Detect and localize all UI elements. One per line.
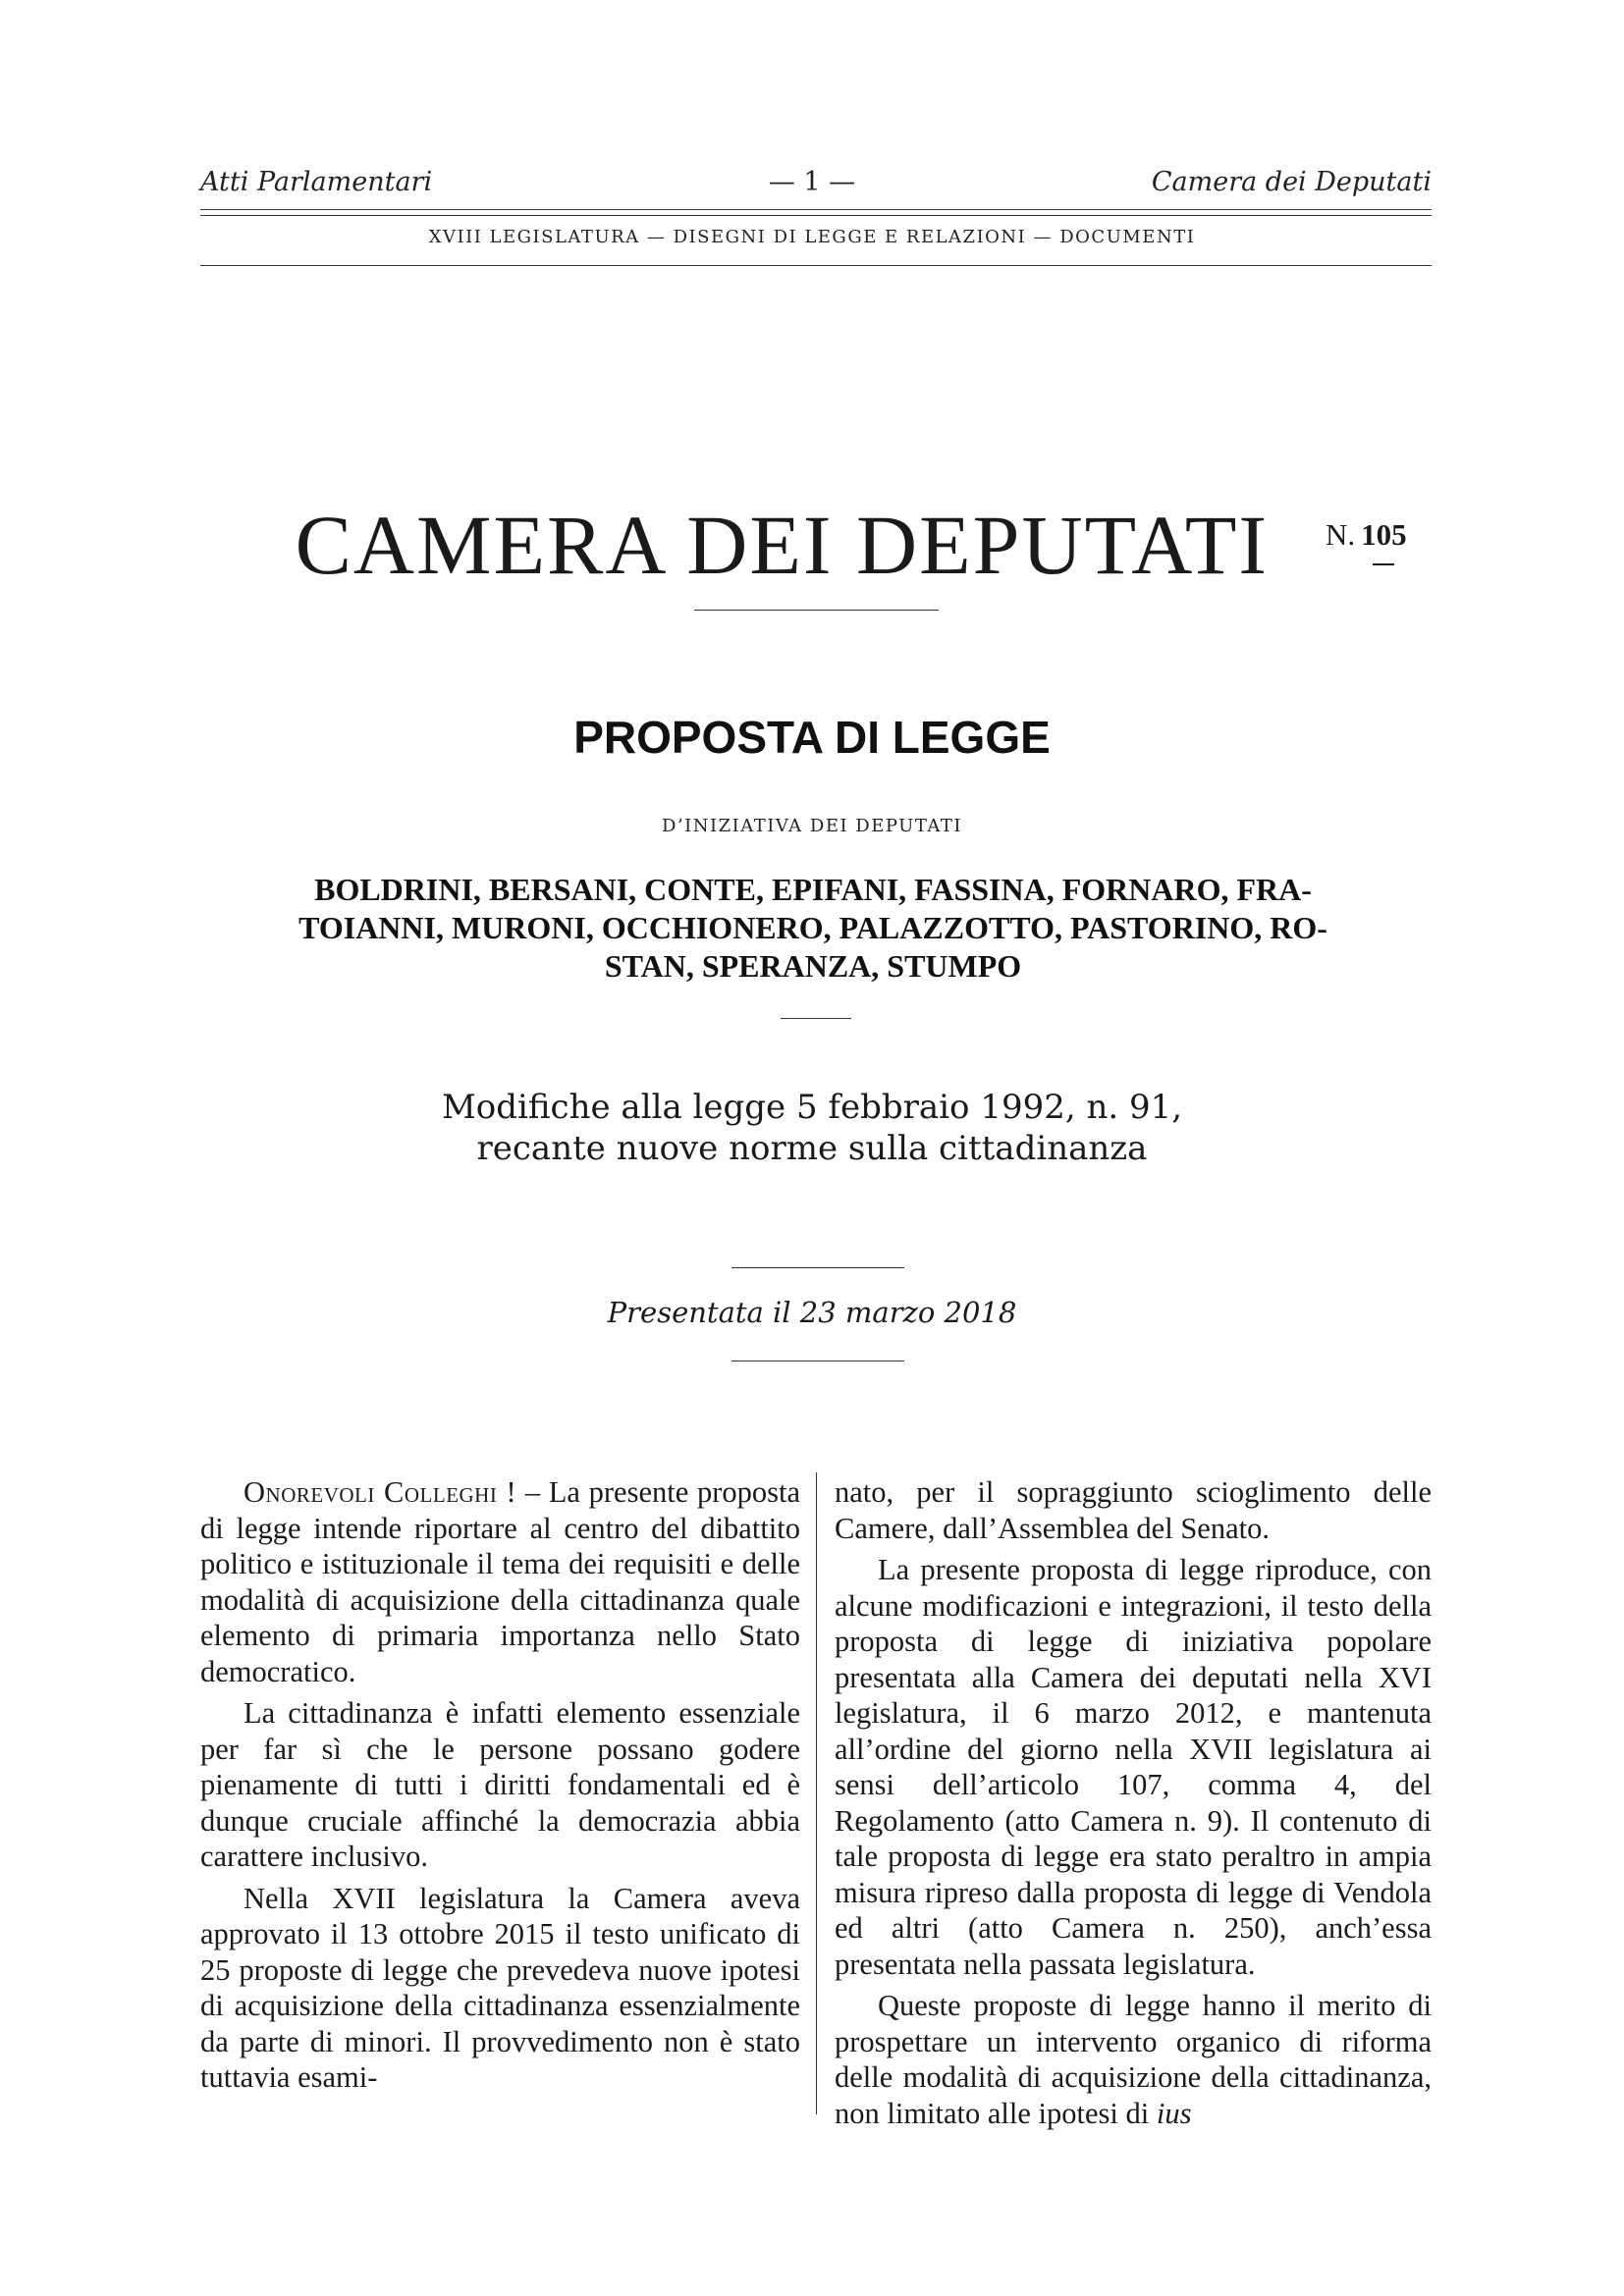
running-header-left: Atti Parlamentari bbox=[200, 167, 433, 197]
body-column-left bbox=[200, 1474, 800, 2102]
document-number-underline bbox=[1373, 563, 1394, 565]
header-rule-double bbox=[200, 215, 1432, 216]
body-paragraph: Nella XVII legislatura la Camera aveva approvato il 13 ottobre 2015 il testo unificato di 25 proposte di legge che prevedeva nuove ipotesi di acquisizione della cittadinanza essenzialmente da parte di minori. Il provvedimento non è stato tuttavia esami- bbox=[200, 1881, 800, 2094]
column-divider bbox=[816, 1472, 817, 2114]
bill-title-line-2: recante nuove norme sulla cittadinanza bbox=[476, 1129, 1148, 1168]
presented-rule-bottom bbox=[731, 1361, 904, 1362]
authors-line-1: BOLDRINI, BERSANI, CONTE, EPIFANI, FASSINA, FORNARO, FRA- bbox=[314, 872, 1312, 907]
header-rule-bottom bbox=[200, 265, 1432, 266]
document-type: PROPOSTA DI LEGGE bbox=[573, 712, 1051, 763]
presented-date: Presentata il 23 marzo 2018 bbox=[607, 1296, 1017, 1329]
body-paragraph: La presente proposta di legge riproduce, con alcune modificazioni e integrazioni, il testo della proposta di legge di iniziativa popolare presentata alla Camera dei deputati nella XVI legislatura, il 6 marzo 2012, e mantenuta all’ordine del giorno nella XVII legislatura ai sensi dell’articolo 107, comma 4, del Regolamento (atto Camera n. 9). Il contenuto di tale proposta di legge era stato peraltro in ampia misura ripreso dalla proposta di legge di Vendola ed altri (atto Camera n. 250), anch’essa presentata nella passata legislatura. bbox=[835, 1553, 1432, 1981]
document-number bbox=[1326, 517, 1407, 553]
body-paragraph bbox=[200, 1474, 800, 1689]
body-paragraph bbox=[835, 1988, 1432, 2131]
presented-rule-top bbox=[731, 1267, 904, 1268]
body-paragraph: La cittadinanza è infatti elemento essenziale per far sì che le persone possano godere pienamente di tutti i diritti fondamentali ed è dunque cruciale affinché la democrazia abbia carattere inclusivo. bbox=[200, 1696, 800, 1873]
bill-title-line-1: Modifiche alla legge 5 febbraio 1992, n. 91, bbox=[441, 1088, 1183, 1127]
body-paragraph-text: – La presente proposta di legge intende riportare al centro del dibattito politico e istituzionale il tema dei requisiti e delle modalità di acquisizione della cittadinanza quale elemento di primaria importanza nello Stato democratico. bbox=[200, 1475, 800, 1688]
authors-line-2: TOIANNI, MURONI, OCCHIONERO, PALAZZOTTO, PASTORINO, RO- bbox=[298, 910, 1327, 945]
latin-term: ius bbox=[1156, 2096, 1192, 2130]
body-column-right bbox=[835, 1474, 1432, 2137]
body-paragraph-text: Queste proposte di legge hanno il merito di prospettare un intervento organico di riforma delle modalità di acquisizione della cittadinanza, non limitato alle ipotesi di bbox=[835, 1989, 1432, 2130]
bill-title bbox=[0, 1087, 1624, 1169]
document-number-prefix: N. bbox=[1326, 517, 1356, 552]
authors-divider bbox=[781, 1018, 851, 1019]
authors-list bbox=[234, 871, 1392, 986]
header-rule-top bbox=[200, 209, 1432, 210]
body-paragraph: nato, per il sopraggiunto scioglimento delle Camere, dall’Assemblea del Senato. bbox=[835, 1475, 1432, 1545]
salutation: Onorevoli Colleghi ! bbox=[244, 1475, 517, 1509]
title-divider bbox=[694, 610, 939, 611]
running-header-right: Camera dei Deputati bbox=[1151, 167, 1432, 197]
initiative-label: D’INIZIATIVA DEI DEPUTATI bbox=[662, 816, 962, 836]
page-number: — 1 — bbox=[768, 167, 856, 197]
document-number-value: 105 bbox=[1361, 517, 1407, 552]
chamber-title: CAMERA DEI DEPUTATI bbox=[295, 498, 1269, 592]
legislature-subheader: XVIII LEGISLATURA — DISEGNI DI LEGGE E RELAZIONI — DOCUMENTI bbox=[428, 227, 1196, 247]
authors-line-3: STAN, SPERANZA, STUMPO bbox=[604, 948, 1022, 984]
